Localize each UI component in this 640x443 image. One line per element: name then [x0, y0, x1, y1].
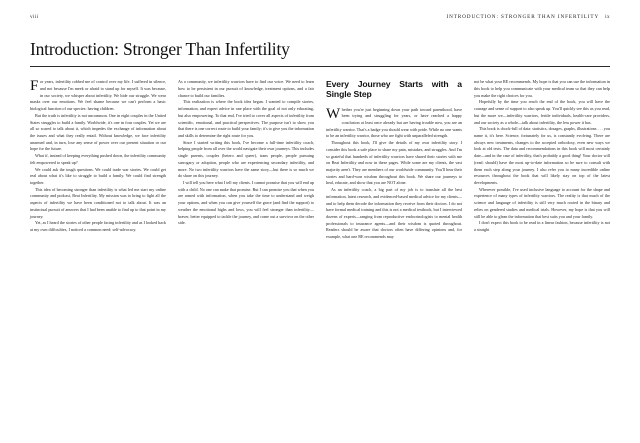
- body-columns: [30, 79, 610, 431]
- paragraph: We could ask the tough questions. We could trade war stories. We could get real about what it's like to struggle to build a family. We could find strength together.: [30, 166, 166, 186]
- folio-left: viii: [30, 14, 39, 20]
- paragraph: Hopefully by the time you reach the end of the book, you will have the courage and sense of support to also speak up. You'll quickly see this as you read, but the more we—infertility warriors, fertile individuals, health-care providers, and our society as a whole—talk about infertility, the less power it has.: [474, 99, 610, 125]
- running-head-right: [446, 14, 610, 20]
- page-title: Introduction: Stronger Than Infertility: [30, 39, 290, 59]
- paragraph: Throughout this book, I'll give the details of my own infertility story. I consider this book a safe place to share my pain, mistakes, and struggles. And I'm so grateful that hundreds of infertility warriors have shared their stories with me on Beat Infertility and now in these pages. While some are my clients, the vast majority aren't. They are members of our worldwide community. You'll hear their stories and hard-won wisdom throughout this book. We share our journeys to heal, educate, and show that you are NOT alone.: [326, 140, 462, 186]
- paragraph: [326, 107, 462, 141]
- drop-cap: F: [30, 78, 39, 95]
- running-head-title: INTRODUCTION: STRONGER THAN INFERTILITY: [446, 14, 600, 20]
- paragraph: As a community, we infertility warriors have to find our voice. We need to learn how to be persistent in our pursuit of knowledge, treatment options, and a fair chance to build our families.: [178, 79, 314, 98]
- paragraph: I don't expect this book to be read in a linear fashion, because infertility is not a straight: [474, 220, 610, 233]
- paragraph: But the truth is infertility is not uncommon. One in eight couples in the United States struggles to build a family. Worldwide, it's one in four couples. Yet we are all so scared to talk about it, which impedes the exchange of information about the issues and what they really entail. Without knowledge, we face infertility unarmed and, in turn, lose any sense of power over our present situation or our hope for the future.: [30, 112, 166, 152]
- paragraph: [30, 79, 166, 113]
- title-divider: [30, 66, 610, 67]
- folio-right: ix: [605, 14, 610, 20]
- paragraph: This idea of becoming stronger than infertility is what led me start my online community and podcast, Beat Infertility. My mission was to bring to light all the aspects of infertility we have been conditioned not to talk about. It was an instinctual pursuit of answers that I had been unable to find up to that point in my journey.: [30, 186, 166, 219]
- drop-cap: W: [326, 105, 341, 122]
- paragraph: not be what your RE recommends. My hope is that you can use the information in this book to help you communicate with your medical team so that they can help you make the right choices for you.: [474, 79, 610, 98]
- column-1: [30, 79, 166, 431]
- column-2: [178, 79, 314, 431]
- paragraph: Wherever possible, I've used inclusive language to account for the shape and experience of many types of infertility warriors. The reality is that much of the science and language of infertility is still very much rooted in the binary and relies on gendered studies and medical trials. However, my hope is that you will still be able to glean the information that best suits you and your family.: [474, 186, 610, 219]
- column-4: [474, 79, 610, 431]
- paragraph: Since I started writing this book, I've become a full-time infertility coach, helping people from all over the world navigate their own journeys. This includes single parents, couples (hetero and queer), trans people, people pursuing surrogacy or adoption, people who are experiencing secondary infertility, and more. No two infertility warriors have the same story—but there is so much we do share on this journey.: [178, 139, 314, 179]
- paragraph: As an infertility coach, a big part of my job is to translate all the best information, latest research, and evidenced-based medical advice for my clients—and to help them decode the information they receive from their doctors. I do not have formal medical training and this is not a medical textbook, but I interviewed dozens of experts—ranging from reproductive endocrinologists to mental health professionals to insurance agents—and their wisdom is quoted throughout. Readers should be aware that doctors often have differing opinions and, for example, what one RE recommends may: [326, 187, 463, 240]
- paragraph: This book is chock-full of data: statistics, dosages, graphs, illustrations . . . you name it, it's here. Science, fortunately for us, is constantly evolving. There are always new treatments, changes to the accepted orthodoxy, even new ways we look at old tests. The data and recommendations in this book will most certainly date—and in the case of infertility, that's probably a good thing! Your doctor will (read: should) have the most up-to-date information so be sure to consult with them each step along your journey. I also refer you to many incredible online resources throughout the book that will likely stay on top of the latest developments.: [474, 126, 610, 186]
- column-3: [326, 79, 462, 431]
- paragraph: This realization is where the book idea began. I wanted to compile stories, information, and expert advice in one place with the goal of not only educating, but also empowering. To that end, I've tried to cover all aspects of infertility from scientific, emotional, and practical perspectives. The purpose isn't to show you that there is one correct route to build your family; it's to give you the information and skills to determine the right route for you.: [178, 99, 314, 138]
- running-head: [30, 14, 610, 26]
- paragraph: I will tell you here what I tell my clients. I cannot promise that you will end up with a child. No one can make that promise. But I can promise you that when you are armed with information, when you take the time to understand and weigh your options, and when you can give yourself the grace (and find the support) to weather the emotional highs and lows, you will feel stronger than infertility—braver, better equipped to tackle the journey, and come out a survivor on the other side.: [178, 180, 314, 226]
- paragraph: What if, instead of keeping everything pushed down, the infertility community felt empowered to speak up?: [30, 153, 166, 165]
- paragraph: Yet, as I heard the stories of other people facing infertility and as I looked back at my own difficulties, I noticed a common need: self-advocacy.: [30, 220, 166, 233]
- paragraph-text: hether you're just beginning down your path toward parenthood, have been trying and struggling for years, or have reached a happy conclusion at least once already but are having trouble now, you are an infertility warrior. That's a badge you should wear with pride. While no one wants to be an infertility warrior, those who are fight with unparalleled strength.: [326, 106, 462, 139]
- section-heading: Every Journey Starts with a Single Step: [326, 79, 462, 100]
- paragraph-text: or years, infertility robbed me of control over my life. I suffered in silence, and not because I'm meek or afraid to stand up for myself. It was because, in our society, we whisper about infertility. We hide our struggle. We wear masks over our emotions. We feel shame because we can't perform a basic biological function of our species: having children.: [30, 79, 166, 112]
